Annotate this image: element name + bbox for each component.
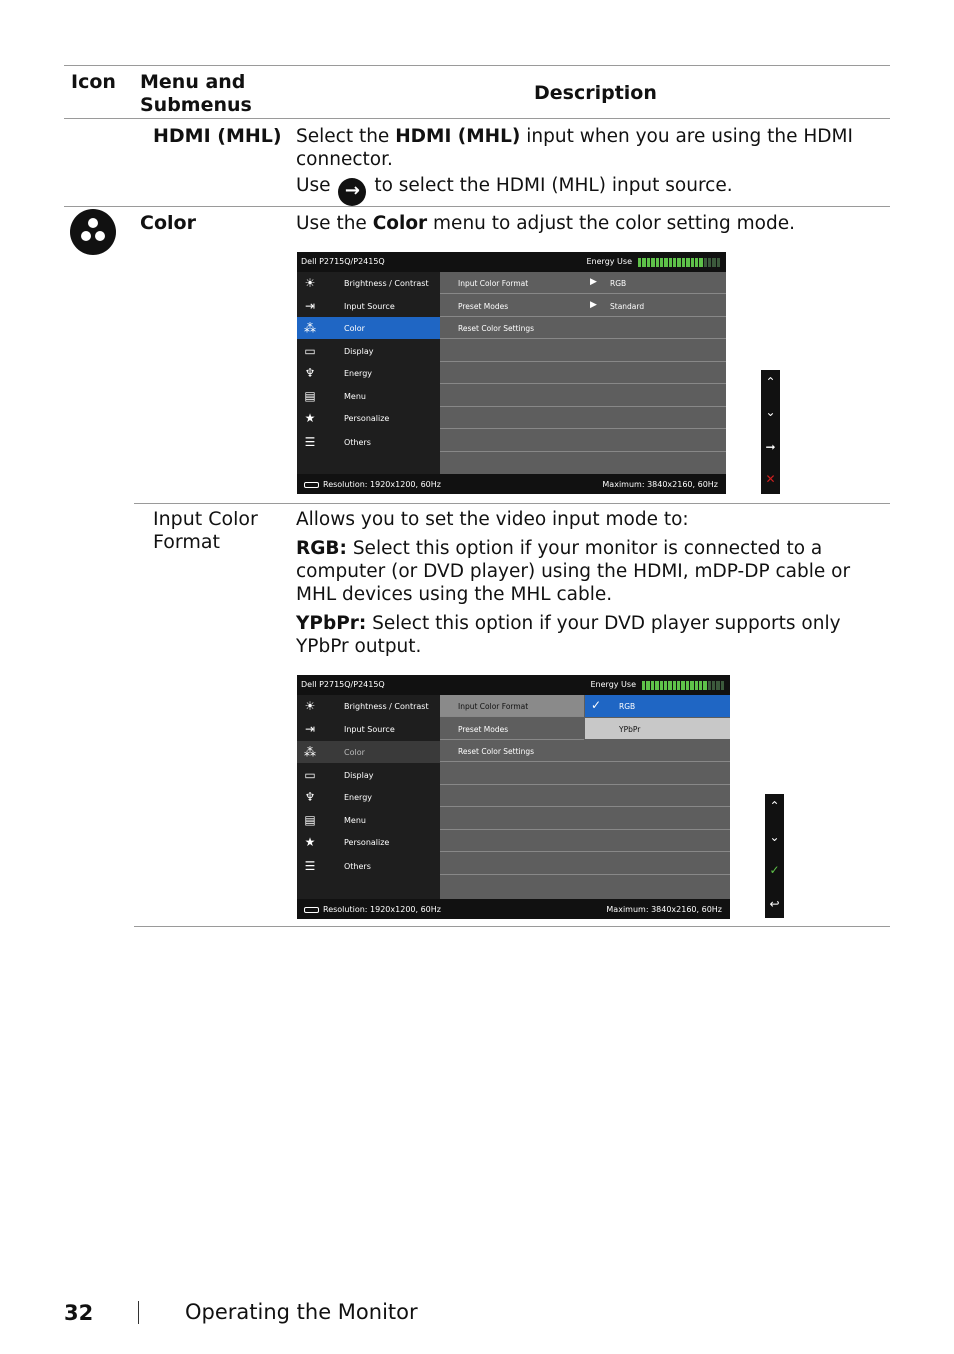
down-icon[interactable]: ⌄ bbox=[769, 830, 780, 844]
submenu-input-color-format: Input Color Format bbox=[153, 508, 258, 553]
osd-row-empty bbox=[440, 362, 726, 384]
osd-item-menu[interactable]: ▤ Menu bbox=[304, 389, 366, 403]
star-icon: ★ bbox=[304, 835, 316, 849]
osd-item-energy[interactable]: ♆ Energy bbox=[304, 790, 373, 804]
color-description: Use the Color menu to adjust the color setting mode. bbox=[296, 213, 795, 234]
menu-color: Color bbox=[140, 212, 196, 234]
sliders-icon: ☰ bbox=[304, 435, 316, 449]
back-icon[interactable]: ↩ bbox=[769, 897, 780, 911]
osd-row-reset-color[interactable]: Reset Color Settings bbox=[440, 317, 726, 339]
osd-row-empty bbox=[440, 763, 730, 785]
osd-submenu bbox=[440, 272, 726, 474]
osd-row-empty bbox=[440, 808, 730, 830]
header-menu-line1: Menu and bbox=[140, 71, 246, 93]
brightness-icon: ☀ bbox=[304, 699, 316, 713]
header-menu-line2: Submenus bbox=[140, 94, 252, 116]
osd-row-input-color-format[interactable]: Input Color Format bbox=[440, 695, 584, 717]
table-top-rule bbox=[64, 65, 890, 66]
osd-main-menu bbox=[297, 695, 440, 899]
osd-main-menu bbox=[297, 272, 440, 474]
osd-item-brightness[interactable]: ☀ Brightness / Contrast bbox=[304, 699, 429, 713]
icf-rgb: RGB: Select this option if your monitor is connected to a computer (or DVD player) using the HDMI, mDP-DP cable or MHL devices using the MHL cable. bbox=[296, 538, 851, 605]
play-arrow-icon: ▶ bbox=[590, 277, 597, 287]
osd-option-rgb-selected[interactable]: ✓ RGB bbox=[585, 695, 730, 717]
submenu-hdmi-mhl: HDMI (MHL) bbox=[153, 125, 282, 147]
osd-row-empty bbox=[440, 853, 730, 875]
energy-leaf-icon: ♆ bbox=[304, 790, 316, 804]
osd-item-display[interactable]: ▭ Display bbox=[304, 768, 374, 782]
hdmi-mhl-use-line: Use → to select the HDMI (MHL) input source. bbox=[296, 174, 876, 206]
osd-row-preset-modes[interactable]: Preset Modes ▶ Standard bbox=[440, 295, 726, 317]
osd-row-empty bbox=[440, 430, 726, 452]
input-source-icon: ⇥ bbox=[304, 722, 316, 736]
energy-meter bbox=[642, 681, 724, 690]
energy-leaf-icon: ♆ bbox=[304, 366, 316, 380]
osd-item-personalize[interactable]: ★ Personalize bbox=[304, 835, 390, 849]
osd-status-bar: Resolution: 1920x1200, 60Hz Maximum: 3840x2160, 60Hz bbox=[297, 899, 730, 919]
up-icon[interactable]: ⌃ bbox=[765, 375, 776, 389]
connector-icon bbox=[304, 482, 319, 488]
up-icon[interactable]: ⌃ bbox=[769, 799, 780, 813]
color-dots-icon: ⁂ bbox=[304, 321, 316, 335]
osd-item-others[interactable]: ☰ Others bbox=[304, 435, 371, 449]
osd-button-bar-2 bbox=[765, 794, 784, 918]
header-menu bbox=[140, 71, 252, 117]
osd-item-brightness[interactable]: ☀ Brightness / Contrast bbox=[304, 276, 429, 290]
osd-row-reset-color[interactable]: Reset Color Settings bbox=[440, 740, 730, 762]
connector-icon bbox=[304, 907, 319, 913]
osd-row-input-color-format[interactable]: Input Color Format ▶ RGB bbox=[440, 272, 726, 294]
row-rule-bottom bbox=[134, 926, 890, 927]
arrow-right-icon: → bbox=[338, 178, 366, 206]
down-icon[interactable]: ⌄ bbox=[765, 405, 776, 419]
osd-item-others[interactable]: ☰ Others bbox=[304, 859, 371, 873]
icf-ypbpr: YPbPr: Select this option if your DVD player supports only YPbPr output. bbox=[296, 613, 841, 657]
hdmi-mhl-description: Select the HDMI (MHL) input when you are using the HDMI connector. bbox=[296, 126, 853, 170]
osd-item-color[interactable]: ⁂ Color bbox=[297, 741, 440, 763]
input-source-icon: ⇥ bbox=[304, 299, 316, 313]
row-rule-hdmi bbox=[64, 206, 890, 207]
osd-title-bar: Dell P2715Q/P2415Q Energy Use bbox=[297, 675, 730, 695]
osd-item-energy[interactable]: ♆ Energy bbox=[304, 366, 373, 380]
check-icon[interactable]: ✓ bbox=[769, 863, 780, 877]
osd-row-empty bbox=[440, 407, 726, 429]
osd-title-bar: Dell P2715Q/P2415Q Energy Use bbox=[297, 252, 726, 272]
play-arrow-icon: ▶ bbox=[590, 300, 597, 310]
row-rule-color bbox=[134, 503, 890, 504]
osd-item-input-source[interactable]: ⇥ Input Source bbox=[304, 722, 395, 736]
osd-item-menu[interactable]: ▤ Menu bbox=[304, 813, 366, 827]
star-icon: ★ bbox=[304, 411, 316, 425]
osd-screenshot-input-color-format bbox=[297, 675, 730, 919]
energy-meter bbox=[638, 258, 720, 267]
menu-icon: ▤ bbox=[304, 389, 316, 403]
sliders-icon: ☰ bbox=[304, 859, 316, 873]
osd-row-empty bbox=[440, 385, 726, 407]
osd-row-empty bbox=[440, 340, 726, 362]
osd-row-empty bbox=[440, 830, 730, 852]
menu-icon: ▤ bbox=[304, 813, 316, 827]
footer-separator bbox=[138, 1301, 139, 1324]
footer-section-title: Operating the Monitor bbox=[185, 1300, 418, 1324]
osd-status-bar: Resolution: 1920x1200, 60Hz Maximum: 3840x2160, 60Hz bbox=[297, 474, 726, 494]
osd-row-empty bbox=[440, 785, 730, 807]
osd-row-preset-modes[interactable]: Preset Modes bbox=[440, 718, 584, 740]
display-icon: ▭ bbox=[304, 768, 316, 782]
page-number: 32 bbox=[64, 1301, 94, 1325]
osd-item-personalize[interactable]: ★ Personalize bbox=[304, 411, 390, 425]
color-dots-icon: ⁂ bbox=[304, 745, 316, 759]
osd-screenshot-color bbox=[297, 252, 726, 494]
right-arrow-icon[interactable]: ➞ bbox=[765, 440, 776, 454]
icf-intro: Allows you to set the video input mode to: bbox=[296, 509, 689, 530]
display-icon: ▭ bbox=[304, 344, 316, 358]
osd-option-ypbpr[interactable]: YPbPr bbox=[585, 718, 730, 739]
header-icon: Icon bbox=[71, 71, 116, 93]
osd-item-color[interactable]: ⁂ Color bbox=[297, 317, 440, 339]
osd-item-display[interactable]: ▭ Display bbox=[304, 344, 374, 358]
close-icon[interactable]: ✕ bbox=[765, 472, 776, 486]
checkmark-icon: ✓ bbox=[591, 698, 602, 712]
osd-item-input-source[interactable]: ⇥ Input Source bbox=[304, 299, 395, 313]
header-description: Description bbox=[534, 82, 657, 104]
brightness-icon: ☀ bbox=[304, 276, 316, 290]
osd-button-bar-1 bbox=[761, 370, 780, 494]
color-icon bbox=[70, 209, 116, 255]
osd-submenu bbox=[440, 695, 730, 899]
header-rule bbox=[64, 118, 890, 119]
